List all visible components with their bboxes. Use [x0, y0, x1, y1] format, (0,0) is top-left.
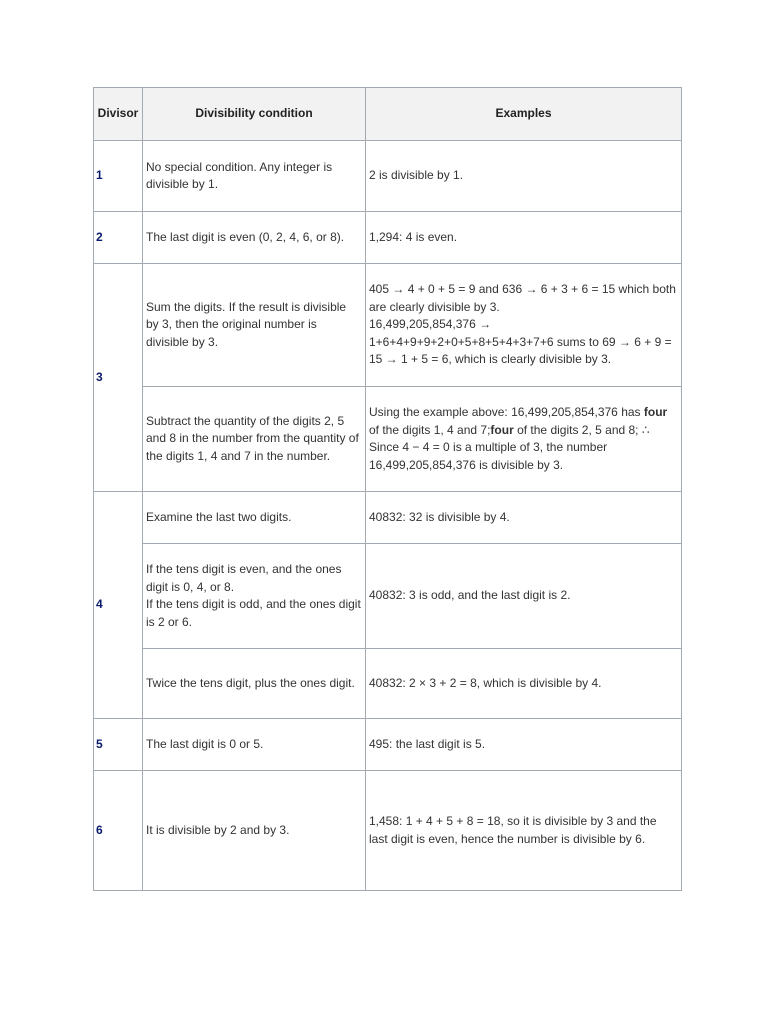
condition-line: If the tens digit is odd, and the ones digit is 2 or 6. [146, 597, 361, 629]
example-bold: four [490, 422, 514, 437]
example-cell: 1,458: 1 + 4 + 5 + 8 = 18, so it is divisible by 3 and the last digit is even, hence the number is divisible by 6. [366, 771, 682, 891]
header-row [94, 88, 682, 141]
header-divisor: Divisor [94, 88, 143, 141]
condition-cell: The last digit is 0 or 5. [143, 719, 366, 771]
example-cell: 495: the last digit is 5. [366, 719, 682, 771]
example-line: 405 → 4 + 0 + 5 = 9 and 636 → 6 + 3 + 6 = 15 which both are clearly divisible by 3. [369, 282, 676, 314]
example-line: 16,499,205,854,376 → 1+6+4+9+9+2+0+5+8+5+4+3+7+6 sums to 69 → 6 + 9 = 15 → 1 + 5 = 6, which is clearly divisible by 3. [369, 317, 672, 367]
table-row [94, 212, 682, 264]
condition-cell: It is divisible by 2 and by 3. [143, 771, 366, 891]
condition-cell: Subtract the quantity of the digits 2, 5 and 8 in the number from the quantity of the digits 1, 4 and 7 in the number. [143, 387, 366, 492]
divisor-cell: 6 [94, 771, 143, 891]
divisor-cell: 5 [94, 719, 143, 771]
table-row [94, 264, 682, 387]
condition-line: If the tens digit is even, and the ones digit is 0, 4, or 8. [146, 562, 342, 594]
divisor-cell: 1 [94, 141, 143, 212]
condition-cell: Examine the last two digits. [143, 492, 366, 544]
table-row [94, 771, 682, 891]
example-cell [366, 264, 682, 387]
condition-cell: No special condition. Any integer is divisible by 1. [143, 141, 366, 212]
header-condition: Divisibility condition [143, 88, 366, 141]
header-examples: Examples [366, 88, 682, 141]
example-cell: 40832: 3 is odd, and the last digit is 2. [366, 544, 682, 649]
condition-cell: Sum the digits. If the result is divisible by 3, then the original number is divisible by 3. [143, 264, 366, 387]
example-cell: 2 is divisible by 1. [366, 141, 682, 212]
condition-cell: The last digit is even (0, 2, 4, 6, or 8). [143, 212, 366, 264]
table-row [94, 492, 682, 544]
table-row [94, 387, 682, 492]
condition-cell: Twice the tens digit, plus the ones digit. [143, 649, 366, 719]
example-cell: 1,294: 4 is even. [366, 212, 682, 264]
example-text: of the digits 1, 4 and 7; [369, 422, 491, 437]
table-row [94, 141, 682, 212]
example-cell [366, 387, 682, 492]
example-cell: 40832: 2 × 3 + 2 = 8, which is divisible by 4. [366, 649, 682, 719]
divisor-cell: 4 [94, 492, 143, 719]
condition-cell [143, 544, 366, 649]
example-bold: four [643, 405, 668, 419]
table-row [94, 719, 682, 771]
table-row [94, 649, 682, 719]
table-row [94, 544, 682, 649]
example-text: Using the example above: 16,499,205,854,376 has [369, 405, 644, 419]
divisor-cell: 3 [94, 264, 143, 492]
divisibility-table [93, 87, 682, 891]
example-text: of the digits 2, 5 and 8; ∴ Since 4 − 4 = 0 is a multiple of 3, the number 16,499,205,854,376 is divisible by 3. [369, 422, 650, 472]
divisor-cell: 2 [94, 212, 143, 264]
example-cell: 40832: 32 is divisible by 4. [366, 492, 682, 544]
